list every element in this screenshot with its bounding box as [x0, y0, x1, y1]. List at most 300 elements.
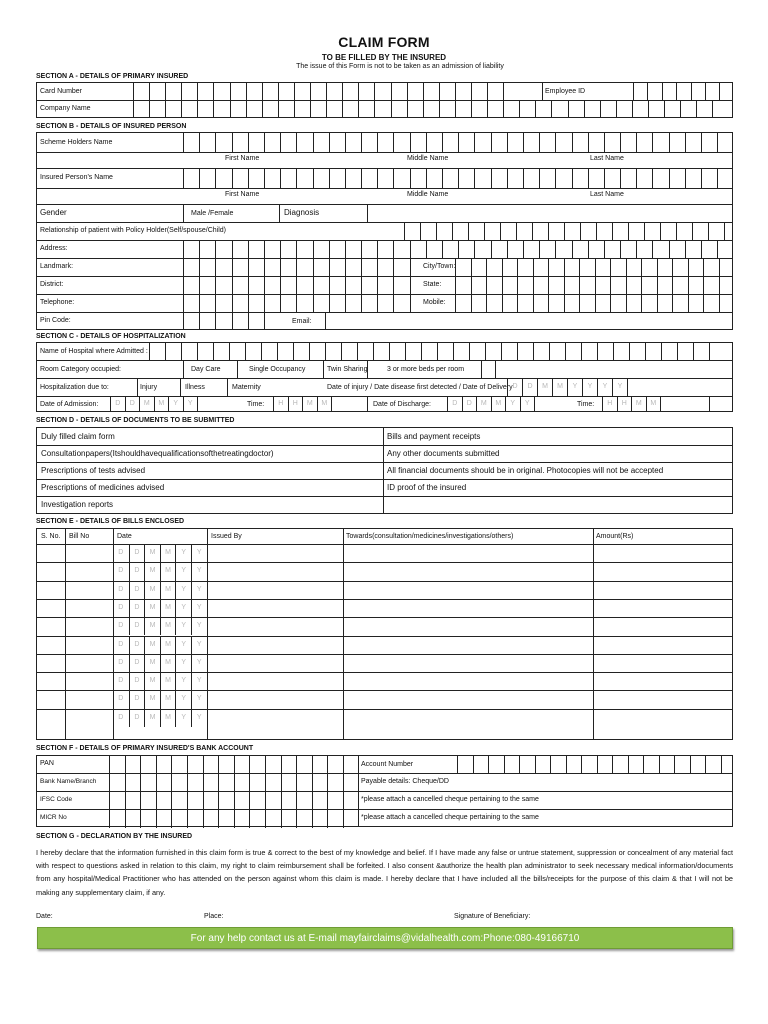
- input-cell[interactable]: [149, 343, 165, 360]
- input-cell[interactable]: [423, 100, 439, 118]
- date-cell[interactable]: M: [160, 654, 176, 672]
- injury-option[interactable]: Injury: [140, 384, 158, 391]
- single-occupancy-option[interactable]: Single Occupancy: [249, 366, 306, 373]
- date-cell[interactable]: M: [144, 672, 160, 690]
- date-cell[interactable]: Y: [191, 709, 207, 727]
- input-cell[interactable]: [579, 258, 595, 276]
- input-cell[interactable]: [199, 294, 215, 312]
- input-cell[interactable]: [600, 100, 616, 118]
- input-cell[interactable]: [405, 343, 421, 360]
- input-cell[interactable]: [564, 276, 580, 294]
- date-of-injury-cells[interactable]: [507, 378, 642, 396]
- input-cell[interactable]: [548, 258, 564, 276]
- table-row[interactable]: [113, 636, 207, 654]
- input-cell[interactable]: [215, 312, 231, 330]
- input-cell[interactable]: [374, 100, 390, 118]
- input-cell[interactable]: [278, 100, 294, 118]
- input-cell[interactable]: [426, 133, 442, 152]
- input-cell[interactable]: [564, 222, 580, 240]
- input-cell[interactable]: [486, 276, 502, 294]
- input-cell[interactable]: [620, 133, 636, 152]
- input-cell[interactable]: [626, 258, 642, 276]
- input-cell[interactable]: [197, 83, 213, 100]
- document-item[interactable]: Bills and payment receipts: [387, 432, 481, 441]
- input-cell[interactable]: [232, 276, 248, 294]
- input-cell[interactable]: [391, 83, 407, 100]
- input-cell[interactable]: [439, 100, 455, 118]
- input-cell[interactable]: [533, 276, 549, 294]
- input-cell[interactable]: [636, 168, 652, 188]
- input-cell[interactable]: [688, 258, 704, 276]
- input-cell[interactable]: [652, 133, 668, 152]
- input-cell[interactable]: [474, 168, 490, 188]
- input-cell[interactable]: [551, 100, 567, 118]
- telephone-cells[interactable]: [183, 294, 426, 312]
- table-row[interactable]: [113, 581, 207, 599]
- input-cell[interactable]: [517, 276, 533, 294]
- input-cell[interactable]: [280, 240, 296, 258]
- input-cell[interactable]: [676, 83, 690, 100]
- date-cell[interactable]: Y: [191, 636, 207, 654]
- input-cell[interactable]: [197, 100, 213, 118]
- input-cell[interactable]: [661, 343, 677, 360]
- input-cell[interactable]: Y: [168, 396, 183, 412]
- input-cell[interactable]: [620, 240, 636, 258]
- input-cell[interactable]: [693, 343, 709, 360]
- date-cell[interactable]: D: [129, 654, 145, 672]
- input-cell[interactable]: [659, 756, 675, 773]
- input-cell[interactable]: [503, 83, 519, 100]
- input-cell[interactable]: [636, 240, 652, 258]
- date-cell[interactable]: Y: [191, 562, 207, 580]
- date-cell[interactable]: M: [144, 617, 160, 635]
- date-cell[interactable]: M: [160, 672, 176, 690]
- input-cell[interactable]: [437, 343, 453, 360]
- input-cell[interactable]: [293, 343, 309, 360]
- input-cell[interactable]: [393, 276, 409, 294]
- input-cell[interactable]: [280, 168, 296, 188]
- input-cell[interactable]: [246, 100, 262, 118]
- input-cell[interactable]: [703, 294, 719, 312]
- date-cell[interactable]: D: [129, 544, 145, 562]
- input-cell[interactable]: [595, 258, 611, 276]
- input-cell[interactable]: [296, 133, 312, 152]
- input-cell[interactable]: [341, 343, 357, 360]
- input-cell[interactable]: D: [462, 396, 477, 412]
- input-cell[interactable]: [491, 133, 507, 152]
- input-cell[interactable]: [183, 294, 199, 312]
- input-cell[interactable]: [439, 83, 455, 100]
- input-cell[interactable]: [507, 240, 523, 258]
- input-cell[interactable]: [199, 240, 215, 258]
- input-cell[interactable]: [393, 294, 409, 312]
- input-cell[interactable]: [294, 100, 310, 118]
- input-cell[interactable]: [309, 343, 325, 360]
- input-cell[interactable]: [485, 343, 501, 360]
- input-cell[interactable]: [313, 294, 329, 312]
- date-cell[interactable]: Y: [175, 562, 191, 580]
- input-cell[interactable]: [664, 100, 680, 118]
- input-cell[interactable]: [703, 276, 719, 294]
- date-cell[interactable]: D: [118, 695, 124, 703]
- input-cell[interactable]: [597, 343, 613, 360]
- input-cell[interactable]: [358, 100, 374, 118]
- input-cell[interactable]: H: [617, 396, 632, 412]
- input-cell[interactable]: [455, 83, 471, 100]
- date-cell[interactable]: M: [160, 709, 176, 727]
- input-cell[interactable]: [533, 343, 549, 360]
- input-cell[interactable]: [523, 133, 539, 152]
- scheme-holders-name-cells[interactable]: [183, 133, 733, 152]
- input-cell[interactable]: [688, 294, 704, 312]
- table-row[interactable]: [113, 562, 207, 580]
- input-cell[interactable]: [657, 258, 673, 276]
- input-cell[interactable]: [327, 756, 343, 828]
- input-cell[interactable]: [261, 343, 277, 360]
- input-cell[interactable]: [213, 343, 229, 360]
- input-cell[interactable]: [471, 294, 487, 312]
- input-cell[interactable]: [500, 222, 516, 240]
- date-cell[interactable]: D: [118, 549, 124, 556]
- input-cell[interactable]: [549, 343, 565, 360]
- input-cell[interactable]: [532, 222, 548, 240]
- input-cell[interactable]: D: [110, 396, 125, 412]
- input-cell[interactable]: [502, 294, 518, 312]
- input-cell[interactable]: [296, 168, 312, 188]
- input-cell[interactable]: [165, 343, 181, 360]
- input-cell[interactable]: [677, 343, 693, 360]
- input-cell[interactable]: [232, 312, 248, 330]
- input-cell[interactable]: [281, 756, 297, 828]
- input-cell[interactable]: [487, 100, 503, 118]
- input-cell[interactable]: [264, 168, 280, 188]
- male-female-option[interactable]: Male /Female: [191, 210, 234, 217]
- date-cell[interactable]: M: [144, 562, 160, 580]
- input-cell[interactable]: [423, 83, 439, 100]
- input-cell[interactable]: [703, 258, 719, 276]
- input-cell[interactable]: [680, 100, 696, 118]
- input-cell[interactable]: [629, 343, 645, 360]
- input-cell[interactable]: [215, 258, 231, 276]
- company-name-cells[interactable]: [133, 100, 728, 118]
- input-cell[interactable]: [410, 133, 426, 152]
- date-cell[interactable]: D: [118, 622, 124, 630]
- input-cell[interactable]: [633, 83, 647, 100]
- input-cell[interactable]: M: [139, 396, 154, 412]
- input-cell[interactable]: [719, 258, 735, 276]
- input-cell[interactable]: [453, 343, 469, 360]
- date-cell[interactable]: M: [160, 690, 176, 708]
- date-cell[interactable]: D: [129, 581, 145, 599]
- input-cell[interactable]: [471, 83, 487, 100]
- input-cell[interactable]: [572, 133, 588, 152]
- input-cell[interactable]: D: [507, 378, 522, 396]
- input-cell[interactable]: [229, 343, 245, 360]
- input-cell[interactable]: [717, 133, 733, 152]
- employee-id-cells[interactable]: [633, 83, 734, 100]
- input-cell[interactable]: [215, 240, 231, 258]
- input-cell[interactable]: [672, 258, 688, 276]
- input-cell[interactable]: [199, 133, 215, 152]
- input-cell[interactable]: M: [646, 396, 661, 412]
- input-cell[interactable]: [491, 240, 507, 258]
- input-cell[interactable]: [610, 294, 626, 312]
- input-cell[interactable]: [534, 396, 549, 412]
- input-cell[interactable]: [595, 294, 611, 312]
- input-cell[interactable]: [672, 294, 688, 312]
- input-cell[interactable]: [264, 240, 280, 258]
- input-cell[interactable]: [442, 168, 458, 188]
- input-cell[interactable]: [579, 276, 595, 294]
- input-cell[interactable]: [469, 343, 485, 360]
- input-cell[interactable]: [519, 756, 535, 773]
- input-cell[interactable]: [156, 756, 172, 828]
- input-cell[interactable]: [652, 240, 668, 258]
- input-cell[interactable]: [326, 83, 342, 100]
- input-cell[interactable]: [717, 240, 733, 258]
- date-cell[interactable]: D: [129, 709, 145, 727]
- insured-persons-name-cells[interactable]: [183, 168, 733, 188]
- input-cell[interactable]: [564, 294, 580, 312]
- input-cell[interactable]: D: [447, 396, 462, 412]
- date-cell[interactable]: M: [160, 599, 176, 617]
- input-cell[interactable]: [458, 168, 474, 188]
- input-cell[interactable]: [645, 343, 661, 360]
- input-cell[interactable]: [310, 83, 326, 100]
- input-cell[interactable]: [187, 756, 203, 828]
- input-cell[interactable]: [232, 168, 248, 188]
- input-cell[interactable]: [410, 240, 426, 258]
- input-cell[interactable]: [457, 756, 473, 773]
- input-cell[interactable]: [199, 168, 215, 188]
- input-cell[interactable]: [312, 756, 328, 828]
- input-cell[interactable]: [296, 258, 312, 276]
- input-cell[interactable]: [264, 294, 280, 312]
- input-cell[interactable]: [657, 294, 673, 312]
- input-cell[interactable]: [685, 168, 701, 188]
- input-cell[interactable]: [669, 168, 685, 188]
- input-cell[interactable]: [389, 343, 405, 360]
- date-cell[interactable]: Y: [175, 544, 191, 562]
- input-cell[interactable]: [616, 100, 632, 118]
- input-cell[interactable]: [555, 168, 571, 188]
- input-cell[interactable]: M: [491, 396, 506, 412]
- input-cell[interactable]: M: [552, 378, 567, 396]
- input-cell[interactable]: [701, 133, 717, 152]
- input-cell[interactable]: [688, 276, 704, 294]
- input-cell[interactable]: [230, 100, 246, 118]
- input-cell[interactable]: [669, 240, 685, 258]
- date-cell[interactable]: M: [144, 581, 160, 599]
- input-cell[interactable]: [213, 100, 229, 118]
- input-cell[interactable]: [452, 222, 468, 240]
- input-cell[interactable]: [644, 222, 660, 240]
- input-cell[interactable]: [294, 83, 310, 100]
- input-cell[interactable]: [484, 222, 500, 240]
- input-cell[interactable]: [636, 133, 652, 152]
- input-cell[interactable]: [277, 343, 293, 360]
- input-cell[interactable]: [548, 222, 564, 240]
- input-cell[interactable]: [719, 294, 735, 312]
- input-cell[interactable]: [262, 100, 278, 118]
- input-cell[interactable]: [377, 133, 393, 152]
- input-cell[interactable]: [548, 294, 564, 312]
- input-cell[interactable]: [721, 756, 737, 773]
- input-cell[interactable]: [280, 276, 296, 294]
- date-cell[interactable]: M: [144, 654, 160, 672]
- input-cell[interactable]: [183, 312, 199, 330]
- date-cell[interactable]: Y: [175, 636, 191, 654]
- input-cell[interactable]: [487, 83, 503, 100]
- landmark-cells[interactable]: [183, 258, 426, 276]
- date-cell[interactable]: Y: [191, 599, 207, 617]
- input-cell[interactable]: [234, 756, 250, 828]
- input-cell[interactable]: [377, 168, 393, 188]
- input-cell[interactable]: [361, 168, 377, 188]
- input-cell[interactable]: [296, 756, 312, 828]
- input-cell[interactable]: [280, 294, 296, 312]
- date-cell[interactable]: D: [118, 713, 124, 721]
- input-cell[interactable]: [358, 83, 374, 100]
- date-cell[interactable]: D: [129, 690, 145, 708]
- input-cell[interactable]: [486, 294, 502, 312]
- input-cell[interactable]: [597, 756, 613, 773]
- card-number-cells[interactable]: [133, 83, 519, 100]
- input-cell[interactable]: [555, 240, 571, 258]
- input-cell[interactable]: [393, 133, 409, 152]
- input-cell[interactable]: [691, 83, 705, 100]
- input-cell[interactable]: [442, 240, 458, 258]
- input-cell[interactable]: [473, 756, 489, 773]
- input-cell[interactable]: [672, 276, 688, 294]
- input-cell[interactable]: [580, 222, 596, 240]
- input-cell[interactable]: [361, 133, 377, 152]
- input-cell[interactable]: [674, 756, 690, 773]
- input-cell[interactable]: Y: [582, 378, 597, 396]
- document-item[interactable]: Consultationpapers(Itshouldhavequalificationsofthetreatingdoctor): [41, 449, 274, 458]
- mobile-cells[interactable]: [455, 294, 734, 312]
- document-item[interactable]: Duly filled claim form: [41, 432, 115, 441]
- input-cell[interactable]: [705, 83, 719, 100]
- input-cell[interactable]: [455, 294, 471, 312]
- table-row[interactable]: [113, 709, 207, 727]
- table-row[interactable]: [113, 672, 207, 690]
- input-cell[interactable]: [361, 240, 377, 258]
- input-cell[interactable]: [199, 312, 215, 330]
- date-cell[interactable]: Y: [175, 672, 191, 690]
- input-cell[interactable]: [533, 258, 549, 276]
- input-cell[interactable]: [215, 294, 231, 312]
- input-cell[interactable]: [133, 100, 149, 118]
- input-cell[interactable]: [165, 83, 181, 100]
- input-cell[interactable]: [502, 258, 518, 276]
- input-cell[interactable]: [345, 133, 361, 152]
- input-cell[interactable]: [377, 258, 393, 276]
- date-cell[interactable]: Y: [175, 654, 191, 672]
- input-cell[interactable]: [329, 294, 345, 312]
- input-cell[interactable]: [652, 168, 668, 188]
- input-cell[interactable]: [171, 756, 187, 828]
- input-cell[interactable]: [468, 222, 484, 240]
- input-cell[interactable]: [296, 240, 312, 258]
- input-cell[interactable]: [325, 343, 341, 360]
- input-cell[interactable]: [149, 100, 165, 118]
- input-cell[interactable]: [313, 168, 329, 188]
- district-cells[interactable]: [183, 276, 426, 294]
- date-cell[interactable]: M: [144, 544, 160, 562]
- input-cell[interactable]: [503, 100, 519, 118]
- input-cell[interactable]: [331, 396, 346, 412]
- input-cell[interactable]: [181, 343, 197, 360]
- input-cell[interactable]: [421, 343, 437, 360]
- input-cell[interactable]: [455, 276, 471, 294]
- input-cell[interactable]: [610, 258, 626, 276]
- date-cell[interactable]: M: [160, 617, 176, 635]
- input-cell[interactable]: [724, 222, 740, 240]
- input-cell[interactable]: [588, 240, 604, 258]
- input-cell[interactable]: [199, 276, 215, 294]
- input-cell[interactable]: [197, 396, 212, 412]
- table-row[interactable]: [113, 690, 207, 708]
- input-cell[interactable]: [523, 168, 539, 188]
- input-cell[interactable]: [140, 756, 156, 828]
- input-cell[interactable]: [391, 100, 407, 118]
- input-cell[interactable]: [264, 312, 280, 330]
- document-item[interactable]: Any other documents submitted: [387, 449, 500, 458]
- input-cell[interactable]: [572, 168, 588, 188]
- input-cell[interactable]: [183, 276, 199, 294]
- input-cell[interactable]: [393, 168, 409, 188]
- date-cell[interactable]: M: [144, 636, 160, 654]
- input-cell[interactable]: [641, 294, 657, 312]
- input-cell[interactable]: [326, 100, 342, 118]
- input-cell[interactable]: [373, 343, 389, 360]
- date-cell[interactable]: Y: [191, 581, 207, 599]
- input-cell[interactable]: [343, 756, 359, 828]
- input-cell[interactable]: [280, 133, 296, 152]
- relationship-cells[interactable]: [404, 222, 740, 240]
- maternity-option[interactable]: Maternity: [232, 384, 261, 391]
- input-cell[interactable]: [248, 168, 264, 188]
- input-cell[interactable]: [329, 168, 345, 188]
- input-cell[interactable]: [264, 258, 280, 276]
- input-cell[interactable]: [647, 83, 661, 100]
- input-cell[interactable]: [215, 276, 231, 294]
- input-cell[interactable]: [535, 756, 551, 773]
- input-cell[interactable]: [517, 258, 533, 276]
- input-cell[interactable]: [393, 240, 409, 258]
- date-cell[interactable]: D: [129, 599, 145, 617]
- input-cell[interactable]: [581, 343, 597, 360]
- date-cell[interactable]: Y: [175, 599, 191, 617]
- input-cell[interactable]: [474, 133, 490, 152]
- input-cell[interactable]: [248, 133, 264, 152]
- input-cell[interactable]: [648, 100, 664, 118]
- state-cells[interactable]: [455, 276, 734, 294]
- input-cell[interactable]: [626, 294, 642, 312]
- input-cell[interactable]: [125, 756, 141, 828]
- input-cell[interactable]: [676, 222, 692, 240]
- input-cell[interactable]: [458, 133, 474, 152]
- input-cell[interactable]: [329, 276, 345, 294]
- input-cell[interactable]: [361, 258, 377, 276]
- document-item[interactable]: Prescriptions of medicines advised: [41, 483, 165, 492]
- input-cell[interactable]: [610, 276, 626, 294]
- input-cell[interactable]: [550, 756, 566, 773]
- input-cell[interactable]: [719, 83, 733, 100]
- input-cell[interactable]: [612, 756, 628, 773]
- input-cell[interactable]: [345, 276, 361, 294]
